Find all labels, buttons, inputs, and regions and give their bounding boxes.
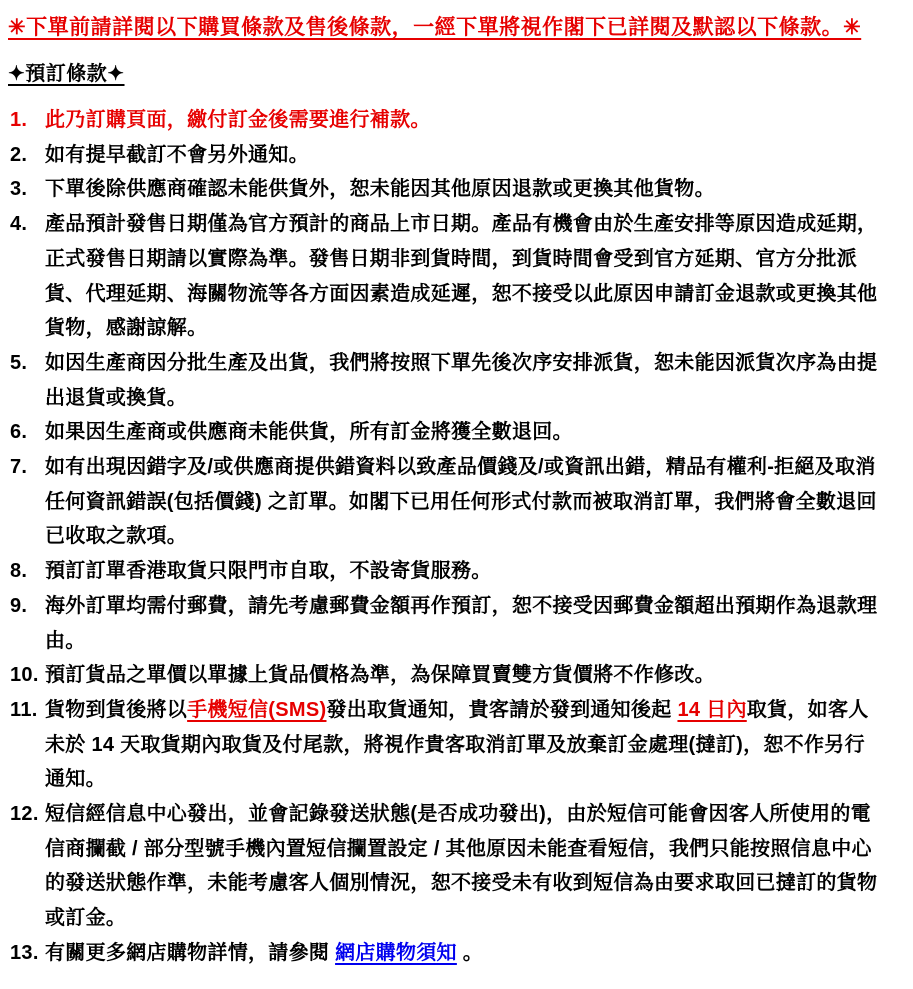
term-item-7 bbox=[8, 450, 883, 554]
term-item-11 bbox=[8, 693, 883, 797]
term-text: 預訂貨品之單價以單據上貨品價格為準，為保障買賣雙方貨價將不作修改。 bbox=[45, 664, 715, 687]
term-number: 12. bbox=[10, 803, 39, 826]
term-text: 短信經信息中心發出，並會記錄發送狀態(是否成功發出)，由於短信可能會因客人所使用的電信商攔截 / 部分型號手機內置短信攔置設定 / 其他原因未能查看短信，我們只能按照信息中心的發送狀態作準，未能考慮客人個別情況，恕不接受未有收到短信為由要求取回已撻訂的貨物或訂金。 bbox=[45, 803, 878, 930]
term-number: 4. bbox=[10, 213, 28, 236]
term-text: 下單後除供應商確認未能供貨外，恕未能因其他原因退款或更換其他貨物。 bbox=[45, 178, 715, 201]
term-text: 產品預計發售日期僅為官方預計的商品上市日期。產品有機會由於生產安排等原因造成延期，正式發售日期請以實際為準。發售日期非到貨時間，到貨時間會受到官方延期、官方分批派貨、代理延期、海關物流等各方面因素造成延遲，恕不接受以此原因申請訂金退款或更換其他貨物，感謝諒解。 bbox=[45, 213, 878, 340]
term-item-9 bbox=[8, 589, 883, 658]
term-item-13 bbox=[8, 936, 883, 971]
term-number: 6. bbox=[10, 421, 28, 444]
terms-list bbox=[8, 103, 883, 971]
term-item-3 bbox=[8, 172, 883, 207]
term-item-2 bbox=[8, 138, 883, 173]
term-text: 此乃訂購頁面，繳付訂金後需要進行補款。 bbox=[45, 109, 431, 131]
term-text: 取貨，如客人未於 14 天取貨期內取貨及付尾款，將視作貴客取消訂單及放棄訂金處理(撻訂)，恕不作另行通知。 bbox=[45, 698, 869, 791]
term-number: 3. bbox=[10, 178, 28, 201]
term-number: 2. bbox=[10, 143, 28, 166]
store-shopping-notice-link[interactable]: 網店購物須知 bbox=[335, 941, 457, 964]
term-number: 5. bbox=[10, 351, 28, 374]
term-item-10 bbox=[8, 658, 883, 693]
term-text-highlighted: 14 日內 bbox=[677, 698, 747, 721]
term-item-8 bbox=[8, 554, 883, 589]
pre-order-warning-banner: ✳下單前請詳閱以下購買條款及售後條款，一經下單將視作閣下已詳閱及默認以下條款。✳ bbox=[8, 16, 862, 39]
term-number: 8. bbox=[10, 560, 28, 583]
term-number: 13. bbox=[10, 941, 39, 964]
term-text: 發出取貨通知，貴客請於發到通知後起 bbox=[326, 698, 678, 721]
term-number: 7. bbox=[10, 456, 28, 479]
section-title-preorder-terms: ✦預訂條款✦ bbox=[8, 63, 125, 85]
term-text: 有關更多網店購物詳情，請參閱 bbox=[45, 941, 336, 964]
term-text: 如因生產商因分批生產及出貨，我們將按照下單先後次序安排派貨，恕未能因派貨次序為由提出退貨或換貨。 bbox=[45, 351, 878, 409]
term-item-6 bbox=[8, 415, 883, 450]
term-item-1 bbox=[8, 103, 883, 138]
term-text: 如有出現因錯字及/或供應商提供錯資料以致產品價錢及/或資訊出錯，精品有權利-拒絕及取消任何資訊錯誤(包括價錢) 之訂單。如閣下已用任何形式付款而被取消訂單，我們將會全數退回已收取之款項。 bbox=[45, 456, 877, 548]
term-number: 9. bbox=[10, 594, 28, 617]
term-item-5 bbox=[8, 346, 883, 415]
term-item-4 bbox=[8, 207, 883, 346]
term-text-highlighted: 手機短信(SMS) bbox=[187, 698, 327, 721]
term-item-12 bbox=[8, 797, 883, 936]
term-number: 10. bbox=[10, 664, 39, 687]
term-number: 11. bbox=[10, 698, 38, 721]
term-text: 如果因生產商或供應商未能供貨，所有訂金將獲全數退回。 bbox=[45, 421, 573, 444]
term-text: 海外訂單均需付郵費，請先考慮郵費金額再作預訂，恕不接受因郵費金額超出預期作為退款理由。 bbox=[45, 594, 878, 652]
term-text: 如有提早截訂不會另外通知。 bbox=[45, 143, 309, 166]
term-text: 。 bbox=[456, 941, 484, 964]
term-text: 預訂訂單香港取貨只限門市自取，不設寄貨服務。 bbox=[45, 560, 492, 583]
term-number: 1. bbox=[10, 109, 28, 131]
term-text: 貨物到貨後將以 bbox=[45, 698, 188, 721]
